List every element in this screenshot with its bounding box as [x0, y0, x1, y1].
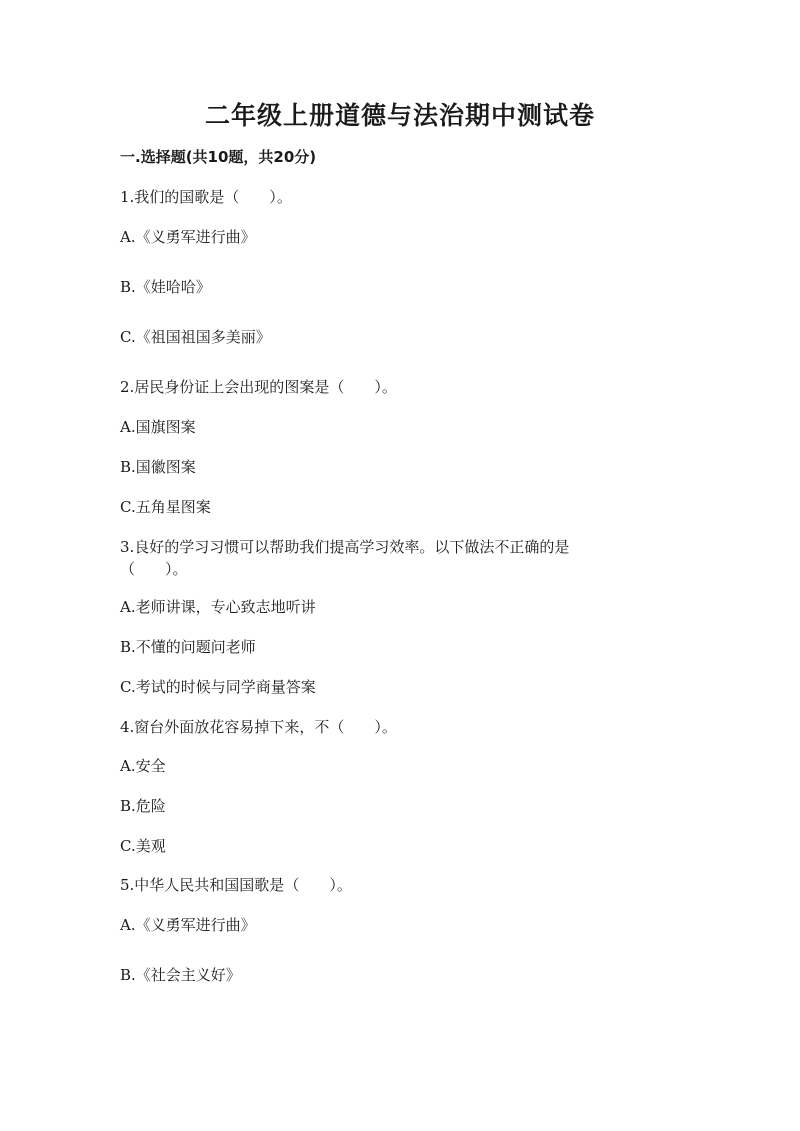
question-3-option-b: B.不懂的问题问老师	[120, 638, 256, 656]
question-5-option-a: A.《义勇军进行曲》	[120, 916, 256, 934]
question-1-option-c: C.《祖国祖国多美丽》	[120, 328, 271, 346]
question-3-stem: 3.良好的学习习惯可以帮助我们提高学习效率。以下做法不正确的是（ ）。	[120, 538, 570, 578]
question-1-option-a: A.《义勇军进行曲》	[120, 228, 256, 246]
question-2-option-b: B.国徽图案	[120, 458, 196, 476]
question-3-option-a: A.老师讲课，专心致志地听讲	[120, 598, 316, 616]
question-5-option-b: B.《社会主义好》	[120, 966, 241, 984]
question-4-option-a: A.安全	[120, 757, 166, 775]
question-4-option-b: B.危险	[120, 797, 166, 815]
question-1-option-b: B.《娃哈哈》	[120, 278, 211, 296]
section-heading: 一.选择题(共10题，共20分)	[120, 148, 317, 166]
question-2-option-a: A.国旗图案	[120, 418, 196, 436]
question-4-stem: 4.窗台外面放花容易掉下来，不（ ）。	[120, 718, 397, 736]
question-4-option-c: C.美观	[120, 837, 166, 855]
question-1-stem: 1.我们的国歌是（ ）。	[120, 188, 292, 206]
question-3-option-c: C.考试的时候与同学商量答案	[120, 678, 316, 696]
question-2-stem: 2.居民身份证上会出现的图案是（ ）。	[120, 378, 397, 396]
page-title: 二年级上册道德与法治期中测试卷	[204, 101, 595, 130]
question-2-option-c: C.五角星图案	[120, 498, 211, 516]
question-5-stem: 5.中华人民共和国国歌是（ ）。	[120, 876, 352, 894]
